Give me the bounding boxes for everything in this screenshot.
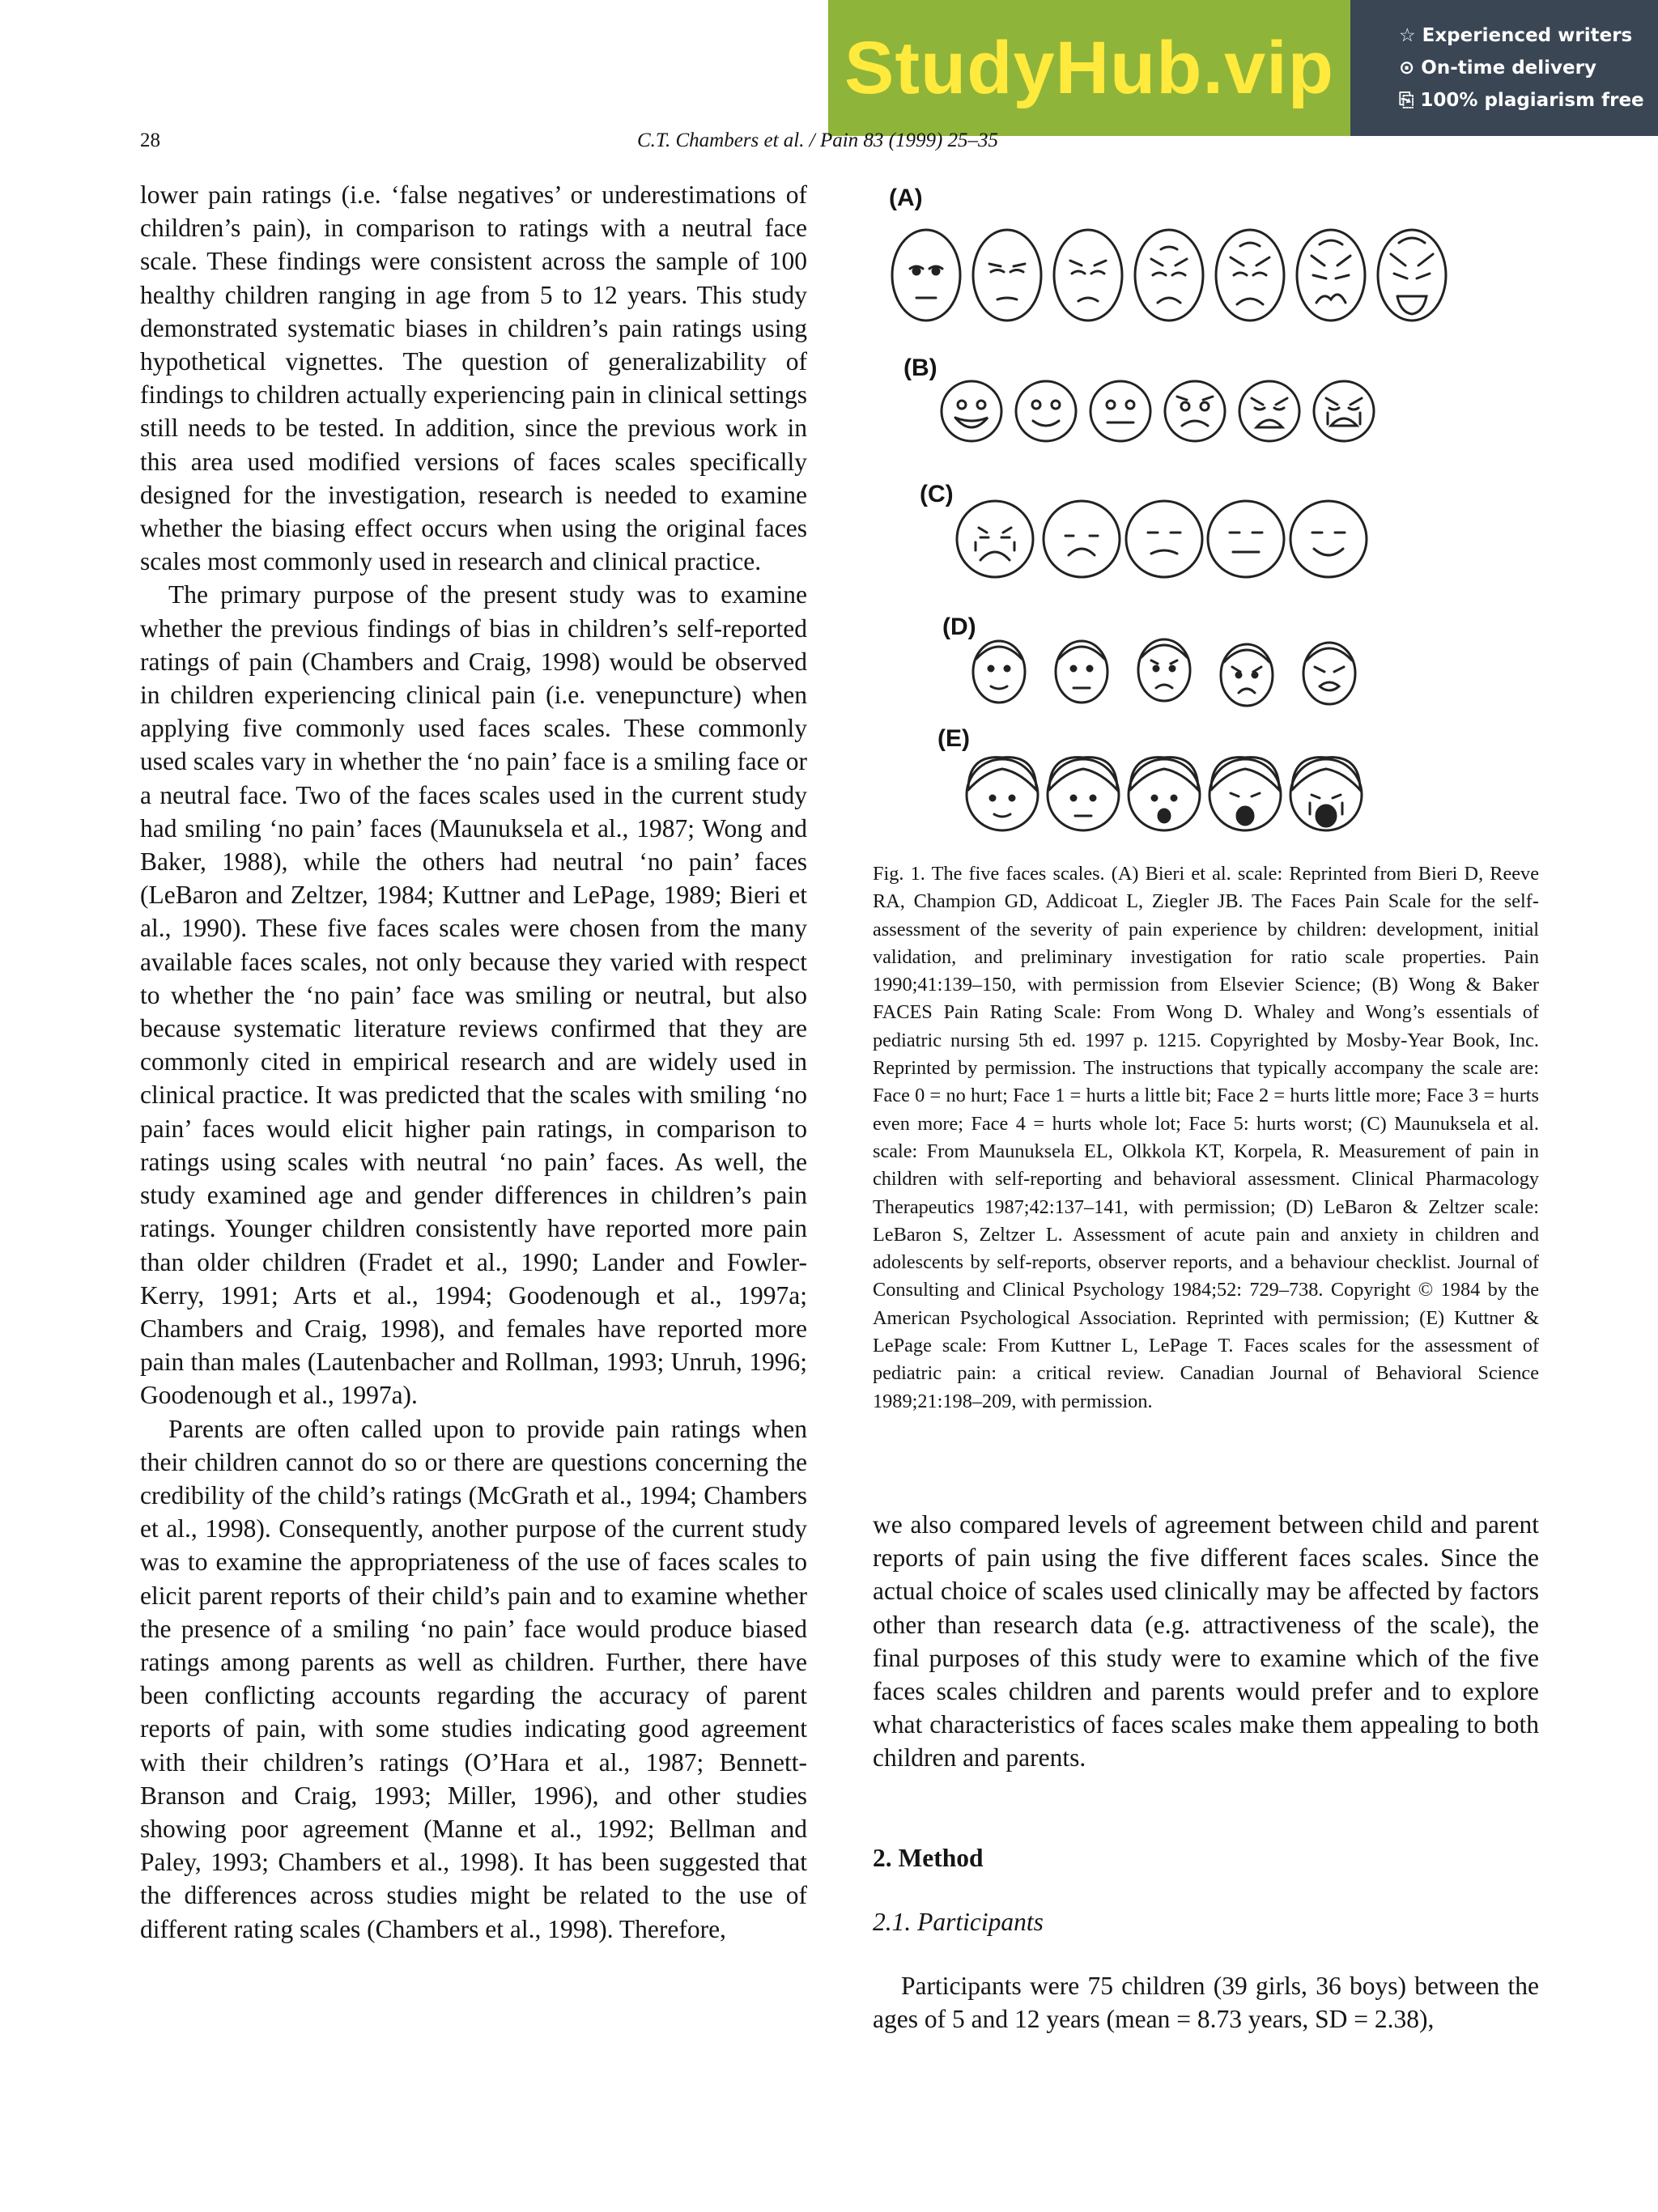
figure-label-b: (B) [903,355,937,381]
face-b1 [942,381,1001,441]
faces-row-e [967,758,1362,830]
banner-logo: StudyHub.vip [828,0,1350,136]
running-head: C.T. Chambers et al. / Pain 83 (1999) 25–35 [637,129,999,151]
paragraph: Parents are often called upon to provide pain ratings when their children cannot do so or there are questions concerning the credibility of the child’s ratings (McGrath et al., 1994; Chambers et al., 1998). Consequently, another purpose of the current study was to examine the appropriateness of the use of faces scales to elicit parent reports of their child’s pain and to examine whether the presence of a smiling ‘no pain’ face would produce biased ratings among parents as well as children. Further, there have been conflicting accounts regarding the accuracy of parent reports of pain, with some studies indicating good agreement with their children’s ratings (O’Hara et al., 1987; Bennett-Branson and Craig, 1993; Miller, 1996), and other studies showing poor agreement (Manne et al., 1992; Bellman and Paley, 1993; Chambers et al., 1998). It has been suggested that the differences across studies might be related to the use of different rating scales (Chambers et al., 1998). Therefore, [140,1414,807,1943]
paragraph: The primary purpose of the present study was to examine whether the previous findings of bias in children’s self-reported ratings of pain (Chambers and Craig, 1998) would be observed in children experiencing clinical pain (i.e. venepuncture) when applying five commonly used faces scales. These commonly used scales vary in whether the ‘no pain’ face is a smiling face or a neutral face. Two of the faces scales used in the current study had smiling ‘no pain’ faces (Maunuksela et al., 1987; Wong and Baker, 1988), while the others had neutral ‘no pain’ faces (LeBaron and Zeltzer, 1984; Kuttner and LePage, 1989; Bieri et al., 1990). These five faces scales were chosen from the many available faces scales, not only because they varied with respect to whether the ‘no pain’ face was smiling or neutral, but also because systematic literature reviews confirmed that they are commonly cited in empirical research and are widely used in clinical practice. It was predicted that the scales with smiling ‘no pain’ faces would elicit higher pain ratings, in comparison to ratings using scales with neutral ‘no pain’ faces. As well, the study examined age and gender differences in children’s pain ratings. Younger children consistently have reported more pain than older children (Fradet et al., 1990; Lander and Fowler-Kerry, 1991; Arts et al., 1994; Goodenough et al., 1997a; Chambers and Craig, 1998), and females have reported more pain than males (Lautenbacher and Rollman, 1993; Unruh, 1996; Goodenough et al., 1997a). [140,580,807,1410]
page-header [140,129,1618,155]
face-a5 [1216,230,1284,321]
faces-row-d [973,639,1355,706]
face-b6 [1314,381,1374,441]
faces-scales-figure [873,185,1539,858]
section-heading: 2. Method [873,1843,984,1872]
face-a2 [973,230,1041,321]
spacer [873,1874,1539,1905]
paragraph: lower pain ratings (i.e. ‘false negatives’ or underestimations of children’s pain), in comparison to ratings with a neutral face scale. These findings were consistent across the sample of 100 healthy children ranging in age from 5 to 12 years. This study demonstrated systematic biases in children’s pain ratings using hypothetical vignettes. The question of generalizability of findings to children actually experiencing pain in clinical settings still needs to be tested. In addition, since the previous work in this area used modified versions of faces scales specifically designed for the investigation, research is needed to examine whether the biasing effect occurs when using the original faces scales most commonly used in research and clinical practice. [140,180,808,576]
face-a7 [1378,230,1446,321]
face-d3 [1138,639,1190,701]
banner-feature: ☆ Experienced writers [1399,25,1633,46]
faces-row-c [957,501,1367,577]
spacer [873,1775,1539,1841]
face-c5 [1290,501,1367,577]
left-column [140,178,807,1946]
face-c4 [1208,501,1284,577]
face-c2 [1044,501,1120,577]
right-column [873,1508,1539,2036]
figure-label-d: (D) [942,614,976,640]
face-a4 [1135,230,1203,321]
face-b4 [1165,381,1225,441]
ad-banner[interactable] [828,0,1658,136]
face-d2 [1056,641,1107,703]
face-d1 [973,641,1025,703]
banner-feature: ⎘ 100% plagiarism free [1399,90,1644,111]
face-c3 [1126,501,1202,577]
figure-label-a: (A) [889,185,923,211]
face-b3 [1090,381,1150,441]
figure-label-e: (E) [937,725,970,752]
faces-row-a [892,230,1446,321]
face-e4 [1209,758,1281,830]
face-e2 [1048,758,1119,830]
figure-label-c: (C) [920,481,954,507]
face-a3 [1054,230,1122,321]
face-a6 [1297,230,1365,321]
banner-features [1350,0,1658,136]
figure-caption: Fig. 1. The five faces scales. (A) Bieri et al. scale: Reprinted from Bieri D, Reeve RA, Champion GD, Addicoat L, Ziegler JB. The Faces Pain Scale for the self-assessment of the severity of pain experience by children: development, initial validation, and preliminary investigation for ratio scale properties. Pain 1990;41:139–150, with permission from Elsevier Science; (B) Wong & Baker FACES Pain Rating Scale: From Wong D. Whaley and Wong’s essentials of pediatric nursing 5th ed. 1997 p. 1215. Copyrighted by Mosby-Year Book, Inc. Reprinted by permission. The instructions that typically accompany the scale are: Face 0 = no hurt; Face 1 = hurts a little bit; Face 2 = hurts little more; Face 3 = hurts even more; Face 4 = hurts whole lot; Face 5: hurts worst; (C) Maunuksela et al. scale: From Maunuksela EL, Olkkola KT, Korpela, R. Measurement of pain in children with self-reporting and behavioral assessment. Clinical Pharmacology Therapeutics 1987;42:137–141, with permission; (D) LeBaron & Zeltzer scale: LeBaron S, Zeltzer L. Assessment of acute pain and anxiety in children and adolescents by self-reports, observer reports, and a behaviour checklist. Journal of Consulting and Clinical Psychology 1984;52: 729–738. Copyright © 1984 by the American Psychological Association. Reprinted with permission; (E) Kuttner & LePage scale: From Kuttner L, LePage T. Faces scales for the assessment of pediatric pain: a critical review. Canadian Journal of Behavioral Science 1989;21:198–209, with permission. [873,863,1539,1412]
face-a1 [892,230,960,321]
star-icon: ☆ [1399,25,1416,46]
faces-drawings [873,185,1539,858]
face-e3 [1129,758,1200,830]
face-d5 [1303,643,1355,704]
face-e1 [967,758,1038,830]
faces-row-b [942,381,1374,441]
paragraph: we also compared levels of agreement between child and parent reports of pain using the five different faces scales. Since the actual choice of scales used clinically may be affected by factors other than research data (e.g. attractiveness of the scale), the final purposes of this study were to examine which of the five faces scales children and parents would prefer and to explore what characteristics of faces scales make them appealing to both children and parents. [873,1510,1539,1773]
document-icon: ⎘ [1399,90,1414,111]
clock-icon: ⊙ [1399,57,1415,79]
face-d4 [1221,644,1273,706]
face-e5 [1290,758,1362,830]
subsection-heading: 2.1. Participants [873,1907,1044,1936]
banner-feature: ⊙ On-time delivery [1399,57,1596,79]
paragraph: Participants were 75 children (39 girls, 36 boys) between the ages of 5 and 12 years (mean = 8.73 years, SD = 2.38), [873,1972,1539,2034]
face-b5 [1239,381,1299,441]
face-b2 [1016,381,1076,441]
spacer [873,1938,1539,1969]
face-c1 [957,501,1033,577]
page-number: 28 [140,129,160,151]
